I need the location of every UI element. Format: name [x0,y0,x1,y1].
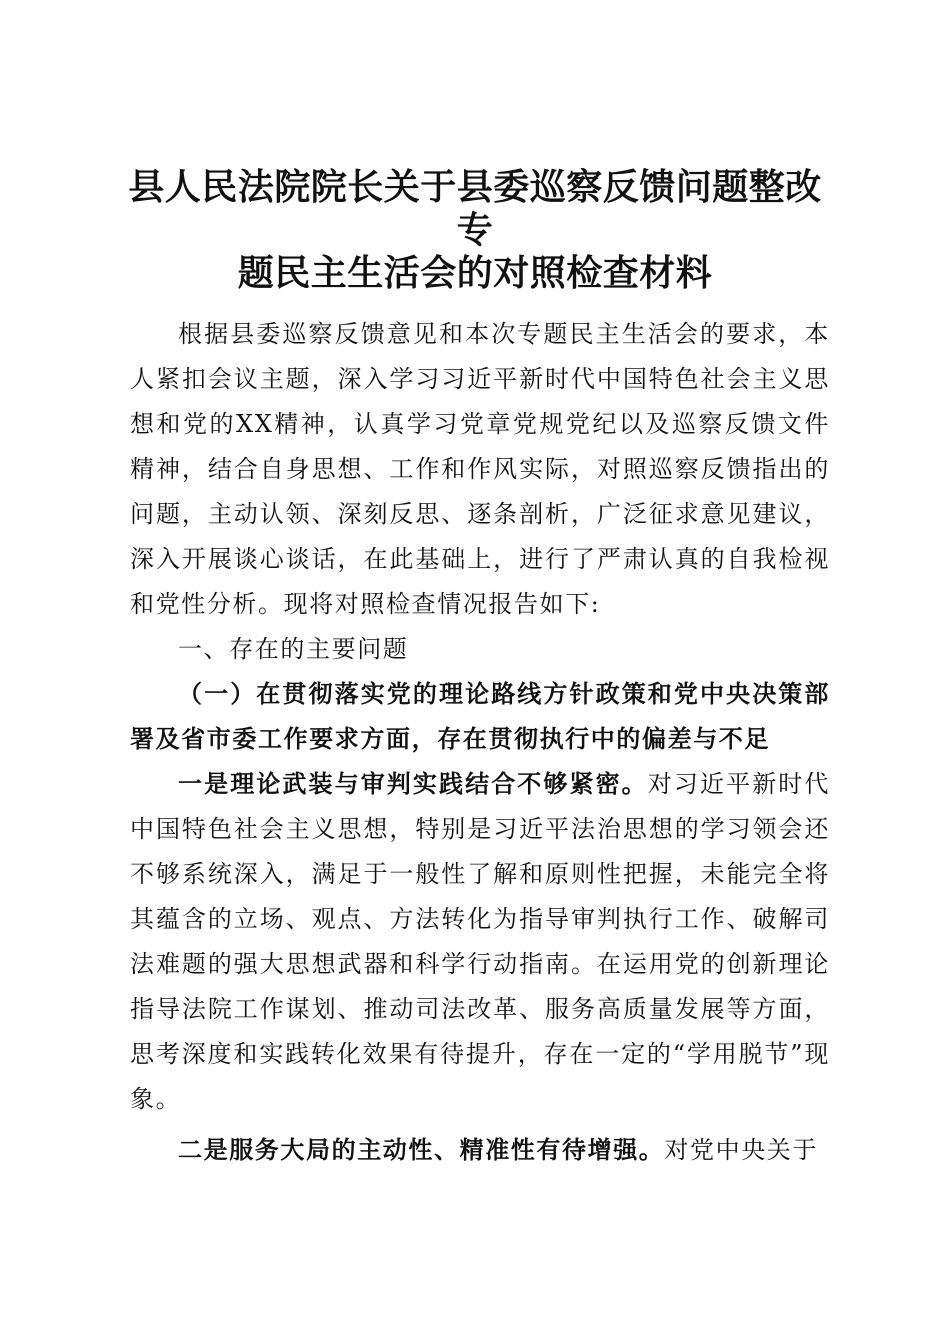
title-line-2: 题民主生活会的对照检查材料 [237,253,713,294]
title-line-1: 县人民法院院长关于县委巡察反馈问题整改专 [128,167,822,251]
point-2-text: 对党中央关于 [664,1136,819,1164]
point-1-lead: 一是理论武装与审判实践结合不够紧密。 [178,770,648,798]
document-title [120,166,830,295]
point-2-lead: 二是服务大局的主动性、精准性有待增强。 [178,1136,665,1164]
point-1-paragraph [130,762,830,1122]
section-heading-1: 一、存在的主要问题 [178,635,409,663]
point-1-text: 对习近平新时代中国特色社会主义思想，特别是习近平法治思想的学习领会还不够系统深入，满足于一般性了解和原则性把握，未能完全将其蕴含的立场、观点、方法转化为指导审判执行工作、破解司法难题的强大思想武器和科学行动指南。在运用党的创新理论指导法院工作谋划、推动司法改革、服务高质量发展等方面，思考深度和实践转化效果有待提升，存在一定的“学用脱节”现象。 [130,770,830,1113]
intro-paragraph: 根据县委巡察反馈意见和本次专题民主生活会的要求，本人紧扣会议主题，深入学习习近平新时代中国特色社会主义思想和党的XX精神，认真学习党章党规党纪以及巡察反馈文件精神，结合自身思想、工作和作风实际，对照巡察反馈指出的问题，主动认领、深刻反思、逐条剖析，广泛征求意见建议，深入开展谈心谈话，在此基础上，进行了严肃认真的自我检视和党性分析。现将对照检查情况报告如下: [130,320,830,618]
point-2-paragraph [130,1128,830,1173]
subsection-heading-1: （一）在贯彻落实党的理论路线方针政策和党中央决策部署及省市委工作要求方面，存在贯彻执行中的偏差与不足 [130,680,830,753]
document-body [130,312,830,1173]
